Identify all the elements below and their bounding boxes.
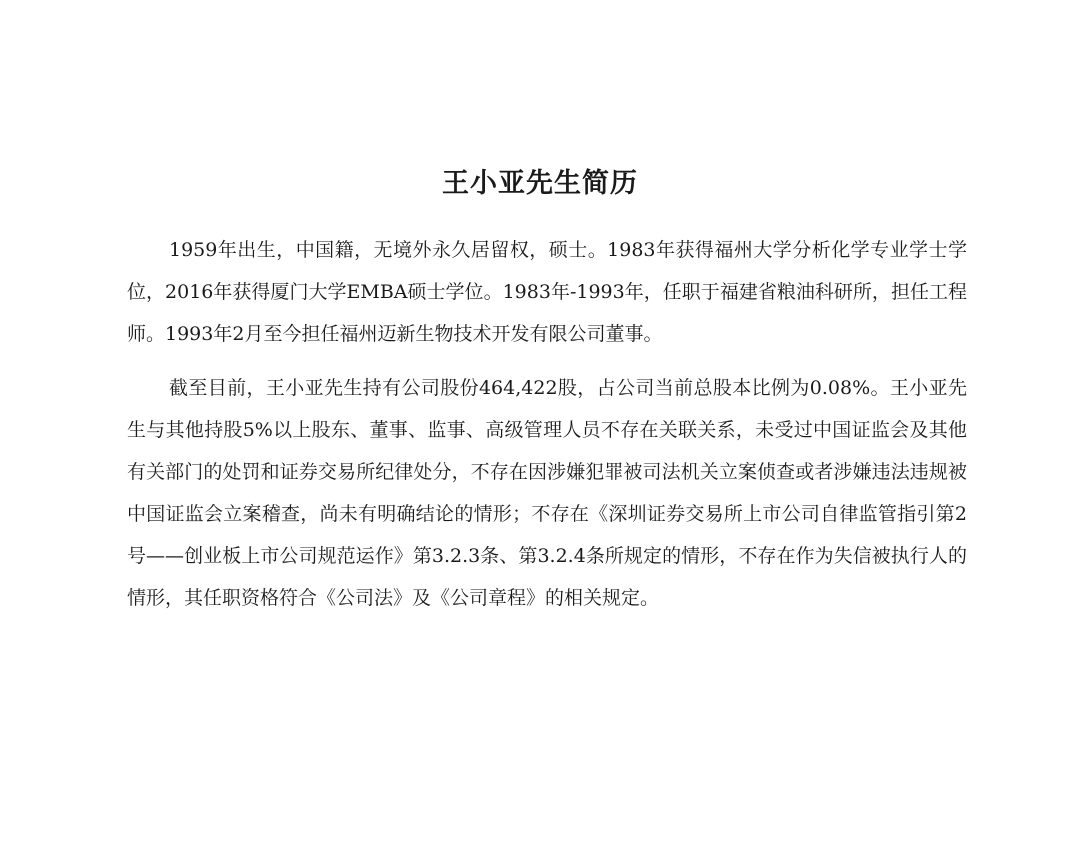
document-body [127, 229, 967, 619]
document-title: 王小亚先生简历 [442, 168, 638, 199]
paragraph-biography: 1959年出生，中国籍，无境外永久居留权，硕士。1983年获得福州大学分析化学专业学士学位，2016年获得厦门大学EMBA硕士学位。1983年-1993年，任职于福建省粮油科研所，担任工程师。1993年2月至今担任福州迈新生物技术开发有限公司董事。 [127, 239, 967, 345]
paragraph-shareholding-compliance: 截至目前，王小亚先生持有公司股份464,422股，占公司当前总股本比例为0.08%。王小亚先生与其他持股5%以上股东、董事、监事、高级管理人员不存在关联关系，未受过中国证监会及其他有关部门的处罚和证券交易所纪律处分，不存在因涉嫌犯罪被司法机关立案侦查或者涉嫌违法违规被中国证监会立案稽查，尚未有明确结论的情形；不存在《深圳证券交易所上市公司自律监管指引第2号——创业板上市公司规范运作》第3.2.3条、第3.2.4条所规定的情形，不存在作为失信被执行人的情形，其任职资格符合《公司法》及《公司章程》的相关规定。 [127, 377, 967, 609]
